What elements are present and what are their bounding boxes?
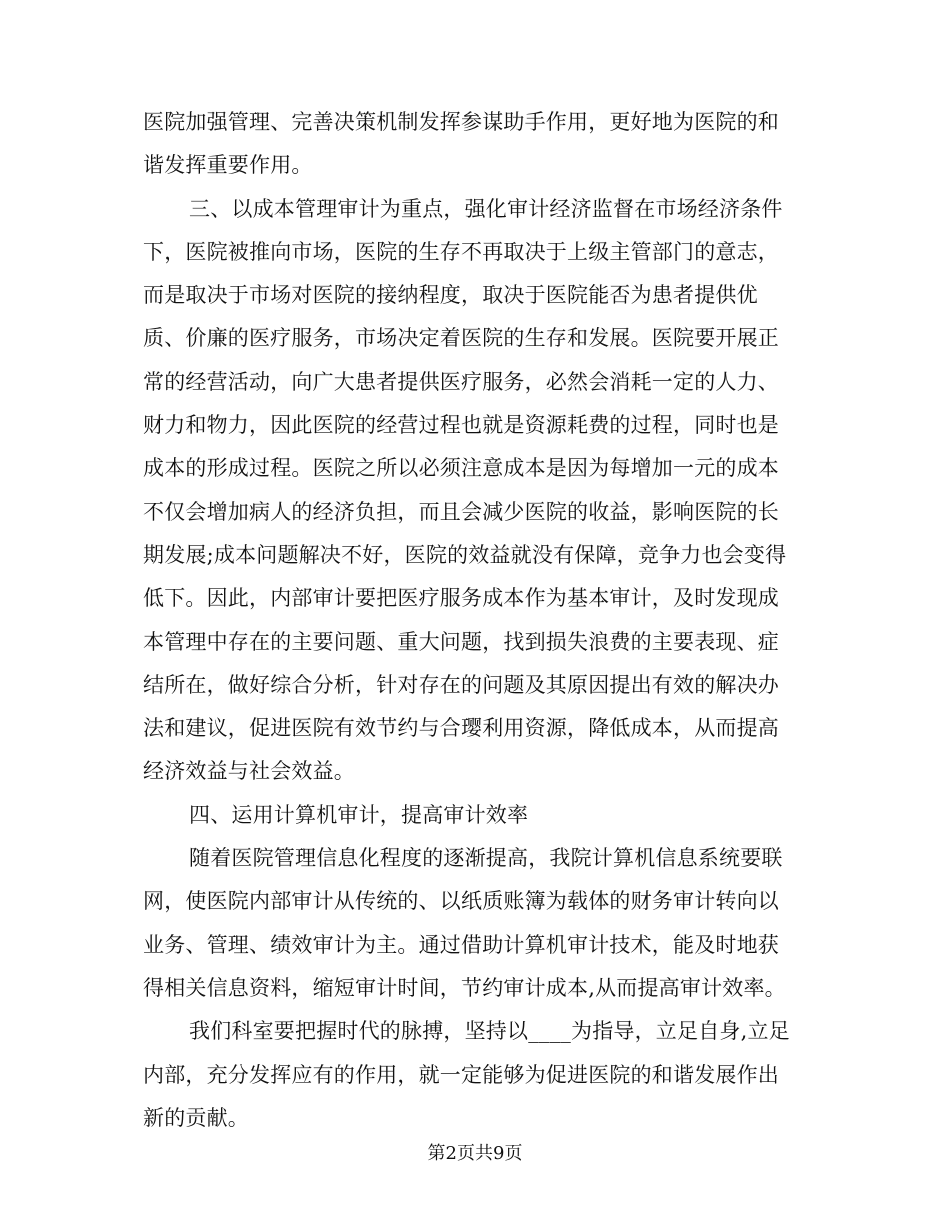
text-line: 期发展;成本问题解决不好，医院的效益就没有保障，竞争力也会变得 bbox=[143, 542, 787, 567]
document-body bbox=[143, 101, 808, 1140]
text-line: 质、价廉的医疗服务，市场决定着医院的生存和发展。医院要开展正 bbox=[143, 326, 779, 351]
text-line: 内部，充分发挥应有的作用，就一定能够为促进医院的和谐发展作出 bbox=[143, 1062, 779, 1087]
text-line: 结所在，做好综合分析，针对存在的问题及其原因提出有效的解决办 bbox=[143, 672, 779, 697]
text-line: 网，使医院内部审计从传统的、以纸质账簿为载体的财务审计转向以 bbox=[143, 889, 779, 914]
text-line: 随着医院管理信息化程度的逐渐提高，我院计算机信息系统要联 bbox=[189, 846, 783, 871]
text-line: 我们科室要把握时代的脉搏，坚持以____为指导，立足自身,立足 bbox=[189, 1019, 790, 1044]
text-line: 谐发挥重要作用。 bbox=[143, 153, 313, 178]
text-line: 常的经营活动，向广大患者提供医疗服务，必然会消耗一定的人力、 bbox=[143, 369, 779, 394]
text-line: 财力和物力，因此医院的经营过程也就是资源耗费的过程，同时也是 bbox=[143, 413, 779, 438]
text-line: 法和建议，促进医院有效节约与合璎利用资源，降低成本，从而提高 bbox=[143, 716, 779, 741]
section-heading-three: 三、以成本管理审计为重点，强化审计经济监督在市场经济条件 bbox=[189, 196, 783, 221]
text-line: 低下。因此，内部审计要把医疗服务成本作为基本审计，及时发现成 bbox=[143, 586, 779, 611]
text-line: 本管理中存在的主要问题、重大问题，找到损失浪费的主要表现、症 bbox=[143, 629, 779, 654]
text-line: 经济效益与社会效益。 bbox=[143, 759, 355, 784]
text-line: 成本的形成过程。医院之所以必须注意成本是因为每增加一元的成本 bbox=[143, 456, 779, 481]
text-line: 不仅会增加病人的经济负担，而且会减少医院的收益，影响医院的长 bbox=[143, 499, 779, 524]
text-line: 得相关信息资料，缩短审计时间，节约审计成本,从而提高审计效率。 bbox=[143, 975, 786, 1000]
section-heading-four: 四、运用计算机审计，提高审计效率 bbox=[189, 802, 529, 827]
text-line: 下，医院被推向市场，医院的生存不再取决于上级主管部门的意志， bbox=[143, 239, 779, 264]
page-number: 第2页共9页 bbox=[427, 1143, 523, 1164]
text-line: 医院加强管理、完善决策机制发挥参谋助手作用，更好地为医院的和 bbox=[143, 110, 779, 134]
text-line: 而是取决于市场对医院的接纳程度，取决于医院能否为患者提供优 bbox=[143, 283, 758, 308]
text-line: 新的贡献。 bbox=[143, 1105, 249, 1130]
text-line: 业务、管理、绩效审计为主。通过借助计算机审计技术，能及时地获 bbox=[143, 932, 779, 957]
